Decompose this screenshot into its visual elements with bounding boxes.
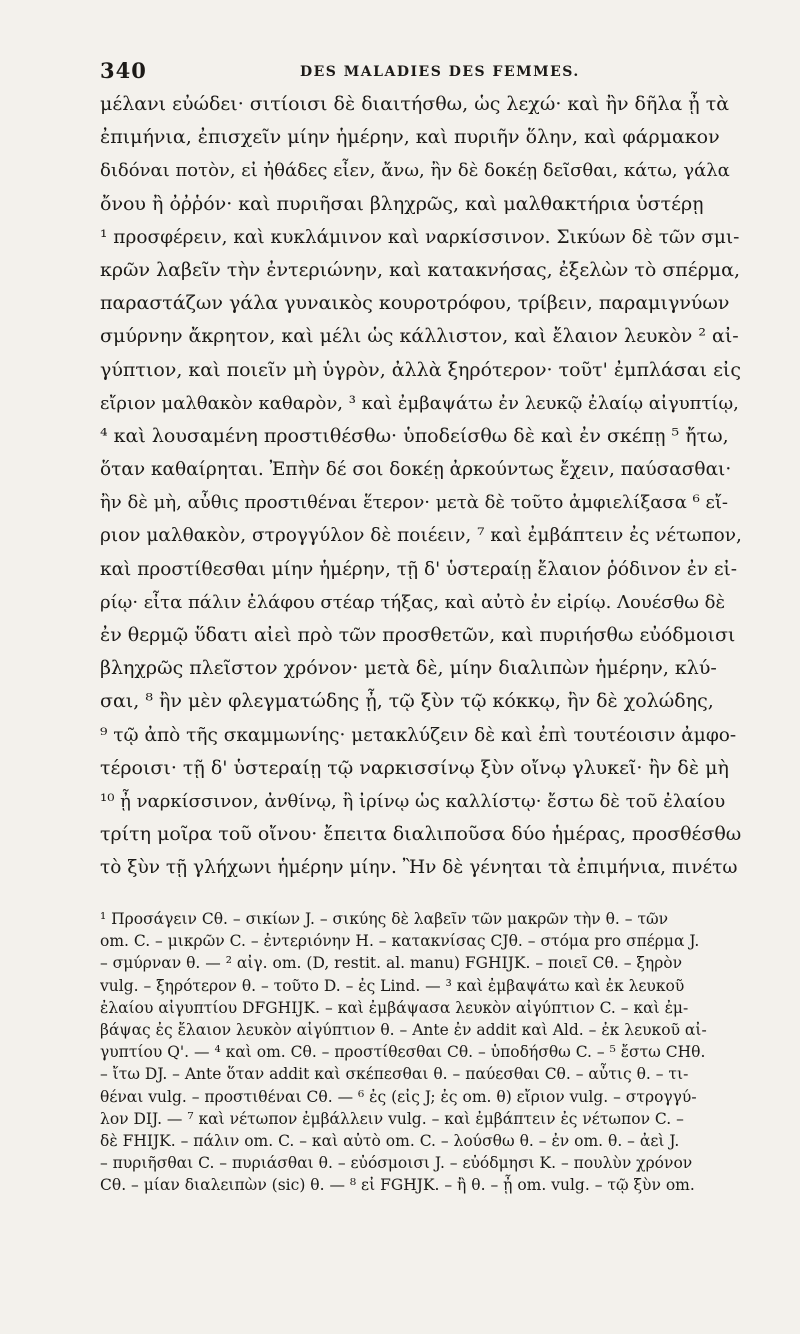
text-line: ἢν δὲ μὴ, αὖθις προστιθέναι ἕτερον· μετὰ δὲ τοῦτο ἀμφιελίξασα ⁶ εἴ- (100, 492, 728, 514)
footnote-line: – πυριῆσθαι C. – πυριάσθαι θ. – εὐόσμοισι J. – εὐόδμησι K. – πουλὺν χρόνον (100, 1154, 693, 1173)
footnote-line: om. C. – μικρῶν C. – ἐντεριόνην H. – κατακνίσας CJθ. – στόμα pro σπέρμα J. (100, 932, 700, 951)
text-line: εἴριον μαλθακὸν καθαρὸν, ³ καὶ ἐμβαψάτω ἐν λευκῷ ἐλαίῳ αἰγυπτίῳ, (100, 392, 739, 414)
footnote-line: Cθ. – μίαν διαλειπὼν (sic) θ. — ⁸ εἰ FGHJK. – ἢ θ. – ᾖ om. vulg. – τῷ ξὺν om. (100, 1176, 695, 1195)
footnote-line: – ἴτω DJ. – Ante ὅταν addit καὶ σκέπεσθαι θ. – παύεσθαι Cθ. – αὖτις θ. – τι- (100, 1065, 689, 1084)
footnotes (100, 908, 742, 1196)
text-line: διδόναι ποτὸν, εἰ ἠθάδες εἶεν, ἄνω, ἢν δὲ δοκέῃ δεῖσθαι, κάτω, γάλα (100, 160, 730, 182)
text-line: ρίῳ· εἶτα πάλιν ἐλάφου στέαρ τήξας, καὶ αὐτὸ ἐν εἰρίῳ. Λουέσθω δὲ (100, 591, 726, 613)
text-line: σμύρνην ἄκρητον, καὶ μέλι ὡς κάλλιστον, καὶ ἔλαιον λευκὸν ² αἰ- (100, 325, 739, 348)
footnote-line: λον DIJ. — ⁷ καὶ νέτωπον ἐμβάλλειν vulg. – καὶ ἐμβάπτειν ἐς νέτωπον C. – (100, 1109, 684, 1128)
text-line: μέλανι εὐώδει· σιτίοισι δὲ διαιτήσθω, ὡς λεχώ· καὶ ἢν δῆλα ᾖ τὰ (100, 93, 730, 115)
footnote-line: ἐλαίου αἰγυπτίου DFGHIJK. – καὶ ἐμβάψασα λευκὸν αἰγύπτιον C. – καὶ ἐμ- (100, 998, 689, 1017)
main-text (100, 88, 742, 885)
running-title: DES MALADIES DES FEMMES. (300, 64, 580, 80)
text-line: ⁹ τῷ ἀπὸ τῆς σκαμμωνίης· μετακλύζειν δὲ καὶ ἐπὶ τουτέοισιν ἀμφο- (100, 724, 737, 746)
text-line: κρῶν λαβεῖν τὴν ἐντεριώνην, καὶ κατακνήσας, ἐξελὼν τὸ σπέρμα, (100, 258, 741, 281)
text-line: ἐπιμήνια, ἐπισχεῖν μίην ἡμέρην, καὶ πυριῆν ὅλην, καὶ φάρμακον (100, 126, 720, 149)
text-line: σαι, ⁸ ἢν μὲν φλεγματώδης ᾖ, τῷ ξὺν τῷ κόκκῳ, ἢν δὲ χολώδης, (100, 690, 714, 713)
text-line: τὸ ξὺν τῇ γλήχωνι ἡμέρην μίην. Ἢν δὲ γένηται τὰ ἐπιμήνια, πινέτω (100, 857, 738, 879)
footnote-line: vulg. – ξηρότερον θ. – τοῦτο D. – ἐς Lind. — ³ καὶ ἐμβαψάτω καὶ ἐκ λευκοῦ (100, 976, 685, 995)
text-line: τρίτη μοῖρα τοῦ οἴνου· ἔπειτα διαλιποῦσα δύο ἡμέρας, προσθέσθω (100, 823, 742, 846)
text-line: ριον μαλθακὸν, στρογγύλον δὲ ποιέειν, ⁷ καὶ ἐμβάπτειν ἐς νέτωπον, (100, 525, 742, 547)
text-line: γύπτιον, καὶ ποιεῖν μὴ ὑγρὸν, ἀλλὰ ξηρότερον· τοῦτ' ἐμπλάσαι εἰς (100, 358, 742, 381)
text-line: τέροισι· τῇ δ' ὑστεραίῃ τῷ ναρκισσίνῳ ξὺν οἴνῳ γλυκεῖ· ἢν δὲ μὴ (100, 756, 729, 779)
text-line: ¹⁰ ᾖ ναρκίσσινον, ἀνθίνῳ, ἢ ἰρίνῳ ὡς καλλίστῳ· ἔστω δὲ τοῦ ἐλαίου (100, 790, 726, 812)
text-line: βληχρῶς πλεῖστον χρόνον· μετὰ δὲ, μίην διαλιπὼν ἡμέρην, κλύ- (100, 657, 717, 680)
footnote-line: θέναι vulg. – προστιθέναι Cθ. — ⁶ ἐς (εἰς J; ἐς om. θ) εἴριον vulg. – στρογγύ- (100, 1087, 697, 1106)
text-line: ὄνου ἢ ὀῤῥόν· καὶ πυριῆσαι βληχρῶς, καὶ μαλθακτήρια ὑστέρῃ (100, 192, 704, 215)
footnote-line: – σμύρναν θ. — ² αἰγ. om. (D, restit. al. manu) FGHIJK. – ποιεῖ Cθ. – ξηρὸν (100, 954, 683, 973)
footnote-line: δὲ FHIJK. – πάλιν om. C. – καὶ αὐτὸ om. C. – λούσθω θ. – ἐν om. θ. – ἀεὶ J. (100, 1131, 680, 1150)
text-line: ⁴ καὶ λουσαμένη προστιθέσθω· ὑποδείσθω δὲ καὶ ἐν σκέπῃ ⁵ ἤτω, (100, 424, 729, 447)
text-line: παραστάζων γάλα γυναικὸς κουροτρόφου, τρίβειν, παραμιγνύων (100, 292, 730, 315)
text-line: ὅταν καθαίρηται. Ἐπὴν δέ σοι δοκέῃ ἀρκούντως ἔχειν, παύσασθαι· (100, 459, 732, 481)
text-line: ¹ προσφέρειν, καὶ κυκλάμινον καὶ ναρκίσσινον. Σικύων δὲ τῶν σμι- (100, 226, 740, 248)
footnote-line: γυπτίου Q'. — ⁴ καὶ om. Cθ. – προστίθεσθαι Cθ. – ὑποδήσθω C. – ⁵ ἔστω CHθ. (100, 1043, 706, 1062)
text-line: καὶ προστίθεσθαι μίην ἡμέρην, τῇ δ' ὑστεραίῃ ἔλαιον ῥόδινον ἐν εἰ- (100, 558, 738, 580)
text-line: ἐν θερμῷ ὕδατι αἰεὶ πρὸ τῶν προσθετῶν, καὶ πυριήσθω εὐόδμοισι (100, 624, 736, 646)
footnote-line: ¹ Προσάγειν Cθ. – σικίων J. – σικύης δὲ λαβεῖν τῶν μακρῶν τὴν θ. – τῶν (100, 910, 669, 928)
page-number: 340 (100, 58, 147, 83)
footnote-line: βάψας ἐς ἔλαιον λευκὸν αἰγύπτιον θ. – Ante ἐν addit καὶ Ald. – ἐκ λευκοῦ αἰ- (100, 1020, 707, 1039)
page-header (100, 58, 740, 88)
